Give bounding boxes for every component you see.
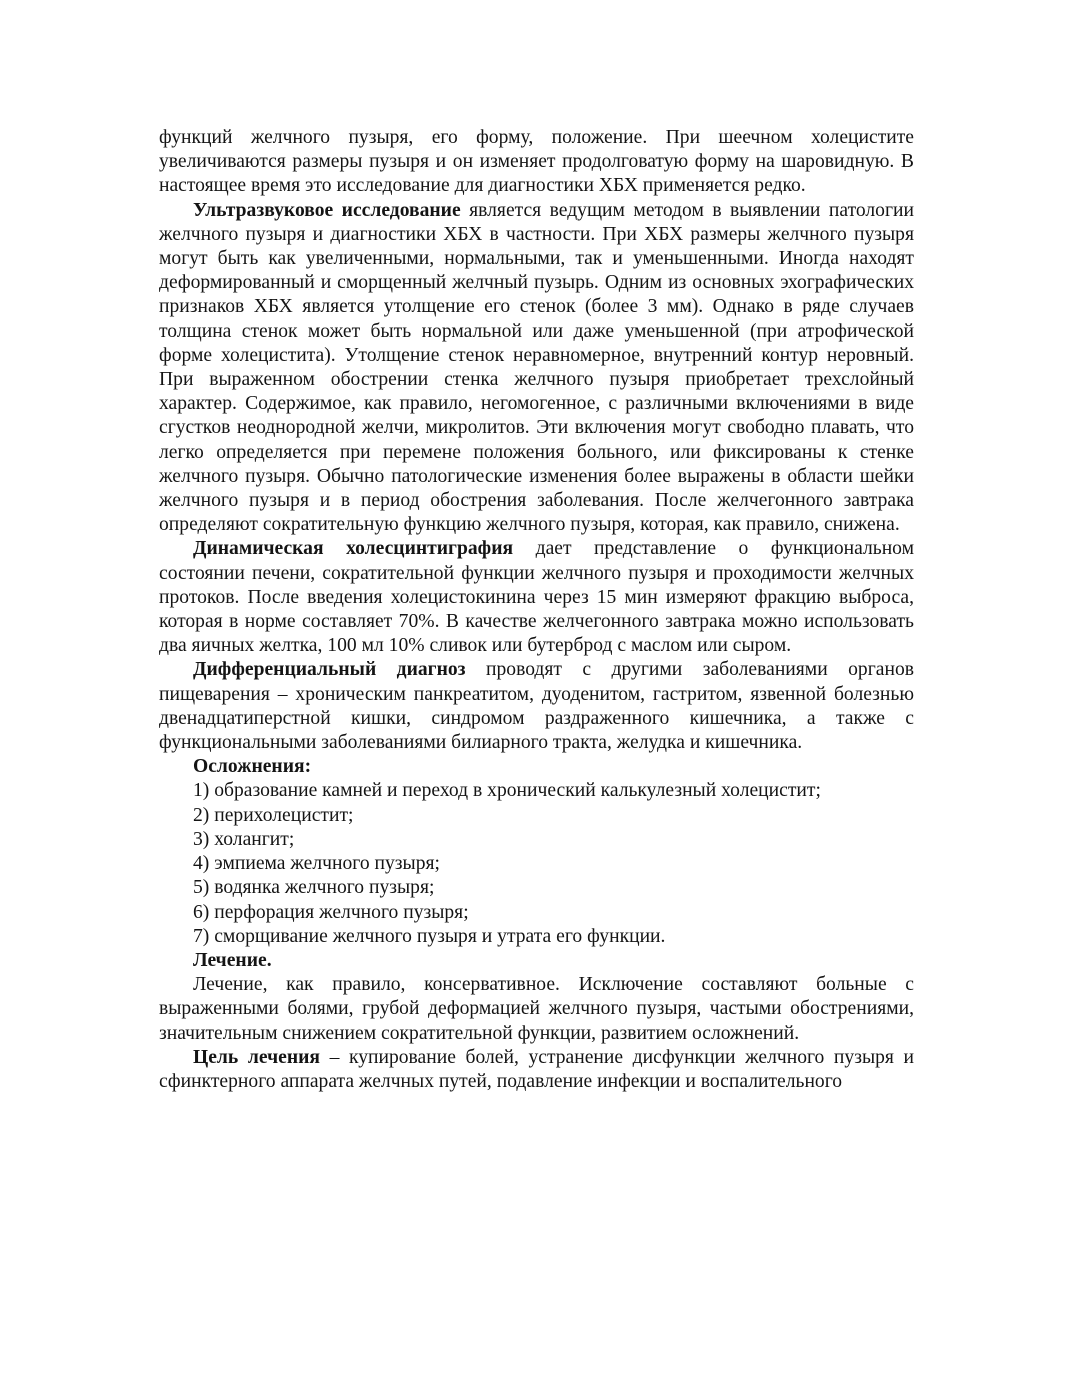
complications-heading: Осложнения: bbox=[193, 756, 312, 778]
paragraph-differential-diagnosis bbox=[159, 658, 914, 755]
list-item: 1) образование камней и переход в хронический калькулезный холецистит; bbox=[193, 780, 821, 802]
paragraph-cholescintigraphy bbox=[159, 537, 914, 658]
paragraph-text: Лечение, как правило, консервативное. Исключение составляют больные с выраженными болями, грубой деформацией желчного пузыря, частыми обострениями, значительным снижением сократительной функции, развитием осложнений. bbox=[159, 974, 914, 1044]
paragraph-treatment-goal bbox=[159, 1046, 914, 1094]
paragraph-text: проводят с другими заболеваниями органов пищеварения – хроническим панкреатитом, дуоденитом, гастритом, язвенной болезнью двенадцатиперстной кишки, синдромом раздраженного кишечника, а также с функциональными заболеваниями билиарного тракта, желудка и кишечника. bbox=[159, 659, 914, 754]
list-item: 3) холангит; bbox=[193, 828, 295, 850]
paragraph-ultrasound bbox=[159, 199, 914, 538]
list-item: 5) водянка желчного пузыря; bbox=[193, 877, 435, 899]
paragraph-cholecystography-end bbox=[159, 126, 914, 199]
paragraph-treatment bbox=[159, 973, 914, 1046]
term-treatment-goal: Цель лечения bbox=[193, 1046, 320, 1068]
list-item: 2) перихолецистит; bbox=[193, 804, 354, 826]
document-page bbox=[159, 126, 914, 1094]
term-cholescintigraphy: Динамическая холесцинтиграфия bbox=[193, 538, 514, 560]
term-differential-diagnosis: Дифференциальный диагноз bbox=[193, 659, 466, 681]
paragraph-text: дает представление о функциональном состоянии печени, сократительной функции желчного пузыря и проходимости желчных протоков. После введения холецистокинина через 15 мин измеряют фракцию выброса, которая в норме составляет 70%. В качестве желчегонного завтрака можно использовать два яичных желтка, 100 мл 10% сливок или бутерброд с маслом или сыром. bbox=[159, 538, 915, 657]
paragraph-text: – купирование болей, устранение дисфункции желчного пузыря и сфинктерного аппарата желчных путей, подавление инфекции и воспалительного bbox=[159, 1046, 914, 1092]
list-item: 4) эмпиема желчного пузыря; bbox=[193, 853, 440, 875]
term-ultrasound: Ультразвуковое исследование bbox=[193, 199, 461, 221]
list-item: 6) перфорация желчного пузыря; bbox=[193, 901, 469, 923]
treatment-heading: Лечение. bbox=[193, 949, 272, 971]
paragraph-text: функций желчного пузыря, его форму, положение. При шеечном холецистите увеличиваются размеры пузыря и он изменяет продолговатую форму на шаровидную. В настоящее время это исследование для диагностики ХБХ применяется редко. bbox=[159, 127, 914, 197]
list-item: 7) сморщивание желчного пузыря и утрата его функции. bbox=[193, 925, 666, 947]
paragraph-text: является ведущим методом в выявлении патологии желчного пузыря и диагностики ХБХ в частности. При ХБХ размеры желчного пузыря могут быть как увеличенными, нормальными, так и уменьшенными. Иногда находят деформированный и сморщенный желчный пузырь. Одним из основных эхографических признаков ХБХ является утолщение его стенок (более 3 мм). Однако в ряде случаев толщина стенок может быть нормальной или даже уменьшенной (при атрофической форме холецистита). Утолщение стенок неравномерное, внутренний контур неровный. При выраженном обострении стенка желчного пузыря приобретает трехслойный характер. Содержимое, как правило, негомогенное, с различными включениями в виде сгустков неоднородной желчи, микролитов. Эти включения могут свободно плавать, что легко определяется при перемене положения больного, или фиксированы к стенке желчного пузыря. Обычно патологические изменения более выражены в области шейки желчного пузыря и в период обострения заболевания. После желчегонного завтрака определяют сократительную функцию желчного пузыря, которая, как правило, снижена. bbox=[159, 199, 914, 536]
complications-list bbox=[159, 779, 914, 948]
